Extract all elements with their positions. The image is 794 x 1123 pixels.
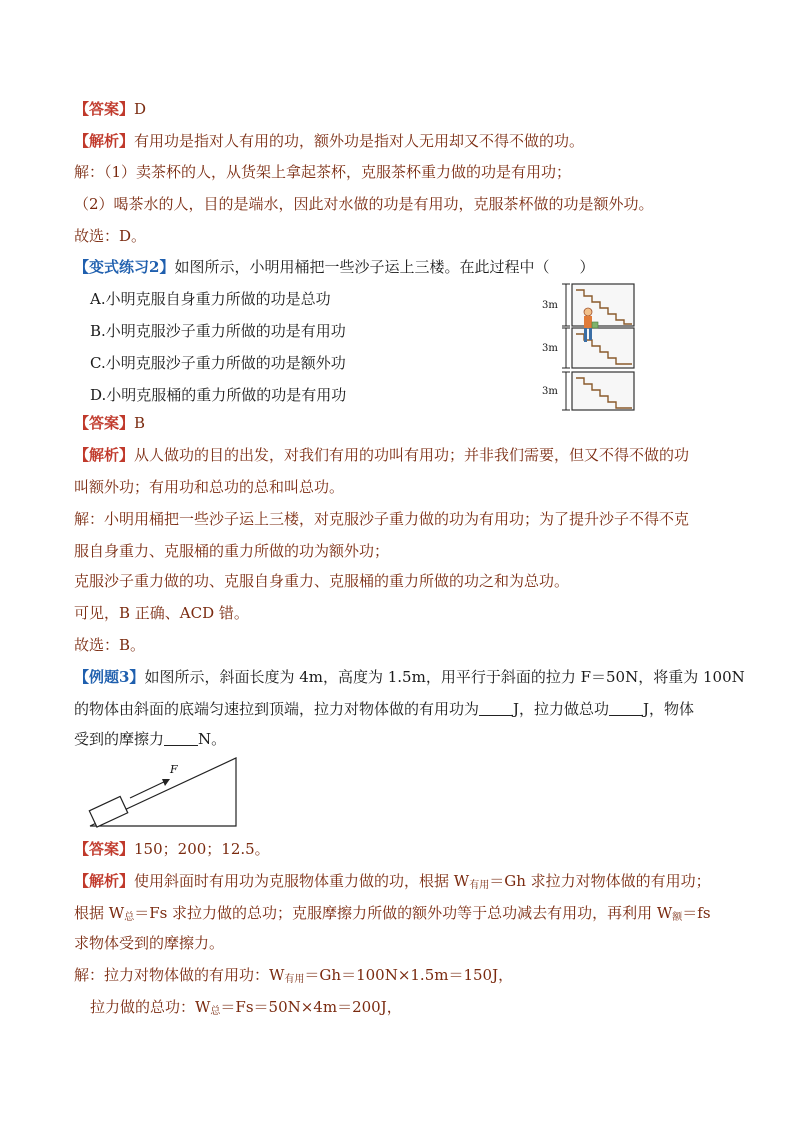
q2-analysis-line-2: 叫额外功；有用功和总功的总和叫总功。 [74,478,345,496]
q3-analysis-line-2 [74,902,724,929]
answer-blank-2[interactable] [609,701,643,716]
example-tag: 【例题3】 [74,668,145,686]
floor-height-label-3: 3m [542,386,558,397]
exercise-tag: 【变式练习2】 [74,258,175,276]
block-icon [89,796,127,827]
q3-stem-line-3 [74,728,724,750]
analysis-tag: 【解析】 [74,872,135,890]
q3-analysis-line-1 [74,870,724,897]
analysis-text: 使用斜面时有用功为克服物体重力做的功，根据 W [134,872,470,890]
q2-solution-1: 解：小明用桶把一些沙子运上三楼，对克服沙子重力做的功为有用功；为了提升沙子不得不克 [74,510,690,528]
q2-stem-line [74,256,724,278]
q2-option-a: A.小明克服自身重力所做的功是总功 [90,290,331,308]
stem-text: N。 [198,730,227,748]
analysis-text: 有用功是指对人有用的功，额外功是指对人无用却又不得不做的功。 [134,132,585,150]
force-label: F [170,763,178,776]
solution-text: ＝Fs＝50N×4m＝200J， [220,998,402,1016]
answer-tag: 【答案】 [74,840,135,858]
analysis-tag: 【解析】 [74,446,135,464]
q3-solution-1 [74,964,724,991]
subscript: 有用 [284,974,305,985]
q2-solution-4: 可见，B 正确、ACD 错。 [74,604,249,622]
floor-height-label-2: 3m [542,343,558,354]
q2-answer-line [74,412,724,434]
stem-text: 受到的摩擦力 [74,730,165,748]
answer-tag: 【答案】 [74,414,135,432]
q1-answer-line [74,98,724,120]
subscript: 总 [124,912,135,923]
q2-solution-2: 服自身重力、克服桶的重力所做的功为额外功； [74,542,390,560]
answer-value: D [134,100,147,118]
q3-analysis-line-3: 求物体受到的摩擦力。 [74,934,225,952]
subscript: 额 [672,912,683,923]
solution-text: 解：拉力对物体做的有用功：W [74,966,285,984]
analysis-text: ＝Fs 求拉力做的总功；克服摩擦力所做的额外功等于总功减去有用功，再利用 W [134,904,673,922]
subscript: 总 [210,1006,221,1017]
q1-solution-1: 解：（1）卖茶杯的人，从货架上拿起茶杯，克服茶杯重力做的功是有用功； [74,163,572,181]
q1-choose: 故选：D。 [74,227,147,245]
incline-figure [86,756,242,830]
stem-text: J，拉力做总功 [513,700,610,718]
q3-stem-line-2 [74,698,724,720]
q1-solution-2: （2）喝茶水的人，目的是端水，因此对水做的功是有用功，克服茶杯做的功是额外功。 [74,195,654,213]
answer-tag: 【答案】 [74,100,135,118]
subscript: 有用 [469,880,490,891]
q3-stem: 如图所示，斜面长度为 4m，高度为 1.5m，用平行于斜面的拉力 F＝50N，将重为 100N [144,668,745,686]
q2-analysis-line-1 [74,444,724,466]
q3-stem-line-1 [74,666,745,688]
q2-choose: 故选：B。 [74,636,146,654]
analysis-text: ＝fs [682,904,711,922]
answer-value: B [134,414,146,432]
q1-analysis-line [74,130,724,152]
answer-blank-1[interactable] [479,701,513,716]
q3-solution-2 [90,996,740,1023]
analysis-text: ＝Gh 求拉力对物体做的有用功； [489,872,711,890]
answer-value: 150；200；12.5。 [134,840,270,858]
solution-text: 拉力做的总功：W [90,998,211,1016]
staircase-figure [540,282,640,412]
q2-stem: 如图所示，小明用桶把一些沙子运上三楼。在此过程中（ ） [174,258,595,276]
stem-text: J，物体 [643,700,695,718]
q3-answer-line [74,838,724,860]
q2-option-c: C.小明克服沙子重力所做的功是额外功 [90,354,346,372]
analysis-text: 从人做功的目的出发，对我们有用的功叫有用功；并非我们需要，但又不得不做的功 [134,446,690,464]
analysis-tag: 【解析】 [74,132,135,150]
solution-text: ＝Gh＝100N×1.5m＝150J， [304,966,514,984]
q2-solution-3: 克服沙子重力做的功、克服自身重力、克服桶的重力所做的功之和为总功。 [74,572,570,590]
q2-option-b: B.小明克服沙子重力所做的功是有用功 [90,322,346,340]
stem-text: 的物体由斜面的底端匀速拉到顶端，拉力对物体做的有用功为 [74,700,480,718]
analysis-text: 根据 W [74,904,125,922]
q2-option-d: D.小明克服桶的重力所做的功是有用功 [90,386,347,404]
floor-height-label-1: 3m [542,300,558,311]
answer-blank-3[interactable] [164,731,198,746]
